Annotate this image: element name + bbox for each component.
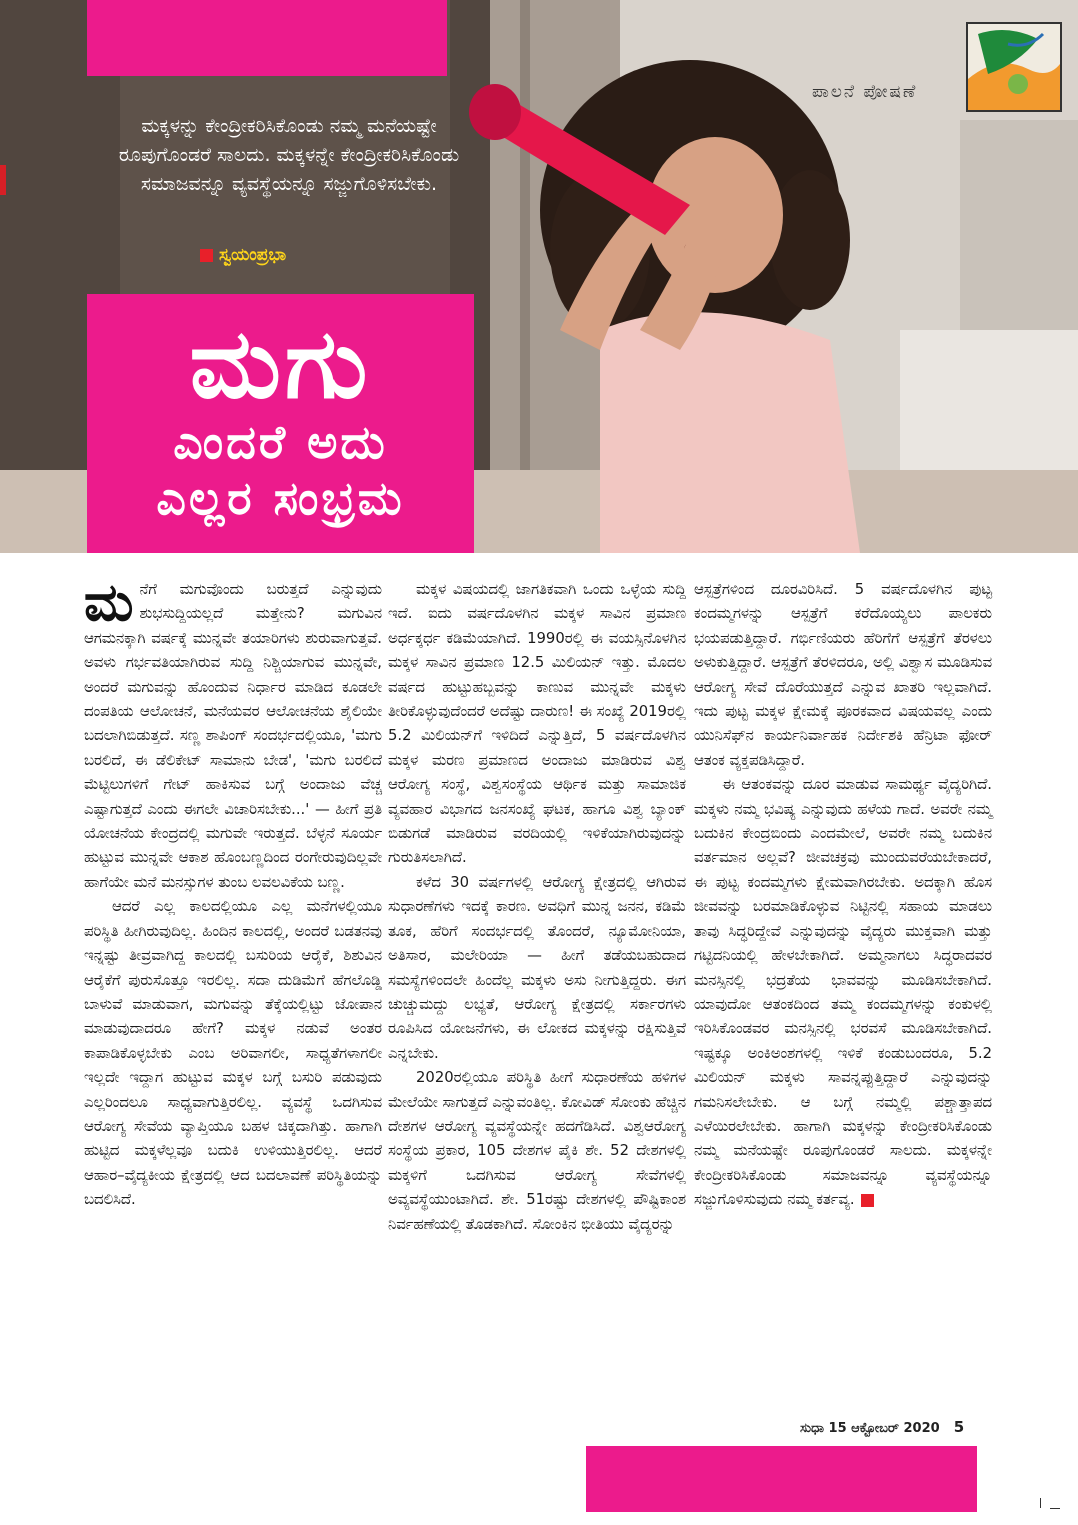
paragraph-text: ಈ ಆತಂಕವನ್ನು ದೂರ ಮಾಡುವ ಸಾಮರ್ಥ್ಯ ವೈದ್ಯರಿಗಿದೆ. ಮಕ್ಕಳು ನಮ್ಮ ಭವಿಷ್ಯ ಎನ್ನುವುದು ಹಳೆಯ ಗಾದೆ. ಅವರೇ ನಮ್ಮ ಬದುಕಿನ ಕೇಂದ್ರಬಿಂದು ಎಂದಮೇಲೆ, ಅವರೇ ನಮ್ಮ ಬದುಕಿನ ವರ್ತಮಾನ ಅಲ್ಲವೆ? ಜೀವಚಕ್ರವು ಮುಂದುವರೆಯಬೇಕಾದರೆ, ಈ ಪುಟ್ಟ ಕಂದಮ್ಮಗಳು ಕ್ಷೇಮವಾಗಿರಬೇಕು. ಅದಕ್ಕಾಗಿ ಹೊಸ ಜೀವವನ್ನು ಬರಮಾಡಿಕೊಳ್ಳುವ ನಿಟ್ಟಿನಲ್ಲಿ ಸಹಾಯ ಮಾಡಲು ತಾವು ಸಿದ್ಧರಿದ್ದೇವೆ ಎನ್ನುವುದನ್ನು ವೈದ್ಯರು ಮುಕ್ತವಾಗಿ ಮತ್ತು ಗಟ್ಟಿದನಿಯಲ್ಲಿ ಹೇಳಬೇಕಾಗಿದೆ. ಅಮ್ಮನಾಗಲು ಸಿದ್ಧರಾದವರ ಮನಸ್ಸಿನಲ್ಲಿ ಭದ್ರತೆಯ ಭಾವವನ್ನು ಮೂಡಿಸಬೇಕಾಗಿದೆ. ಯಾವುದೋ ಆತಂಕದಿಂದ ತಮ್ಮ ಕಂದಮ್ಮಗಳನ್ನು ಕಂಕುಳಲ್ಲಿ ಇರಿಸಿಕೊಂಡವರ ಮನಸ್ಸಿನಲ್ಲಿ ಭರವಸೆ ಮೂಡಿಸಬೇಕಾಗಿದೆ. ಇಷ್ಟಕ್ಕೂ ಅಂಕಿಅಂಶಗಳಲ್ಲಿ ಇಳಿಕೆ ಕಂಡುಬಂದರೂ, 5.2 ಮಿಲಿಯನ್ ಮಕ್ಕಳು ಸಾವನ್ನಪ್ಪುತ್ತಿದ್ದಾರೆ ಎನ್ನುವುದನ್ನು ಗಮನಿಸಲೇಬೇಕು. ಆ ಬಗ್ಗೆ ನಮ್ಮಲ್ಲಿ ಪಶ್ಚಾತ್ತಾಪದ ಎಳೆಯಿರಲೇಬೇಕು. ಹಾಗಾಗಿ ಮಕ್ಕಳನ್ನು ಕೇಂದ್ರೀಕರಿಸಿಕೊಂಡು ನಮ್ಮ ಮನೆಯಷ್ಟೇ ರೂಪುಗೊಂಡರೆ ಸಾಲದು. ಮಕ್ಕಳನ್ನೇ ಕೇಂದ್ರೀಕರಿಸಿಕೊಂಡು ಸಮಾಜವನ್ನೂ ವ್ಯವಸ್ಥೆಯನ್ನೂ ಸಜ್ಜುಗೊಳಿಸುವುದು ನಮ್ಮ ಕರ್ತವ್ಯ.	[694, 776, 992, 1209]
article-column-1	[84, 573, 382, 1213]
issue-info: ಸುಧಾ 15 ಆಕ್ಟೋಬರ್ 2020	[800, 1421, 940, 1436]
crop-mark	[1040, 1498, 1041, 1508]
article-paragraph: ಮಕ್ಕಳ ವಿಷಯದಲ್ಲಿ ಜಾಗತಿಕವಾಗಿ ಒಂದು ಒಳ್ಳೆಯ ಸುದ್ದಿ ಇದೆ. ಐದು ವರ್ಷದೊಳಗಿನ ಮಕ್ಕಳ ಸಾವಿನ ಪ್ರಮಾಣ ಅರ್ಧಕ್ಕರ್ಧ ಕಡಿಮೆಯಾಗಿದೆ. 1990ರಲ್ಲಿ ಈ ವಯಸ್ಸಿನೊಳಗಿನ ಮಕ್ಕಳ ಸಾವಿನ ಪ್ರಮಾಣ 12.5 ಮಿಲಿಯನ್ ಇತ್ತು. ಮೊದಲ ವರ್ಷದ ಹುಟ್ಟುಹಬ್ಬವನ್ನು ಕಾಣುವ ಮುನ್ನವೇ ಮಕ್ಕಳು ತೀರಿಕೊಳ್ಳುವುದೆಂದರೆ ಅದೆಷ್ಟು ದಾರುಣ! ಈ ಸಂಖ್ಯೆ 2019ರಲ್ಲಿ 5.2 ಮಿಲಿಯನ್‌ಗೆ ಇಳಿದಿದೆ ಎನ್ನುತ್ತಿದೆ, 5 ವರ್ಷದೊಳಗಿನ ಮಕ್ಕಳ ಮರಣ ಪ್ರಮಾಣದ ಅಂದಾಜು ಮಾಡಿರುವ ವಿಶ್ವ ಆರೋಗ್ಯ ಸಂಸ್ಥೆ, ವಿಶ್ವಸಂಸ್ಥೆಯ ಆರ್ಥಿಕ ಮತ್ತು ಸಾಮಾಜಿಕ ವ್ಯವಹಾರ ವಿಭಾಗದ ಜನಸಂಖ್ಯೆ ಘಟಕ, ಹಾಗೂ ವಿಶ್ವ ಬ್ಯಾಂಕ್ ಬಿಡುಗಡೆ ಮಾಡಿರುವ ವರದಿಯಲ್ಲಿ ಇಳಿಕೆಯಾಗಿರುವುದನ್ನು ಗುರುತಿಸಲಾಗಿದೆ.	[388, 581, 686, 867]
crop-mark	[1050, 1508, 1060, 1509]
intro-text: ಮಕ್ಕಳನ್ನು ಕೇಂದ್ರೀಕರಿಸಿಕೊಂಡು ನಮ್ಮ ಮನೆಯಷ್ಟೇ ರೂಪುಗೊಂಡರೆ ಸಾಲದು. ಮಕ್ಕಳನ್ನೇ ಕೇಂದ್ರೀಕರಿಸಿಕೊಂಡು ಸಮಾಜವನ್ನೂ ವ್ಯವಸ್ಥೆಯನ್ನೂ ಸಜ್ಜುಗೊಳಿಸಬೇಕು.	[118, 115, 460, 195]
edge-marker	[0, 165, 6, 195]
article-paragraph	[694, 773, 992, 1212]
page-footer	[800, 1418, 964, 1436]
article-paragraph: ಆಸ್ಪತ್ರೆಗಳಿಂದ ದೂರವಿರಿಸಿದೆ. 5 ವರ್ಷದೊಳಗಿನ ಪುಟ್ಟ ಕಂದಮ್ಮಗಳನ್ನು ಆಸ್ಪತ್ರೆಗೆ ಕರೆದೊಯ್ಯಲು ಪಾಲಕರು ಭಯಪಡುತ್ತಿದ್ದಾರೆ. ಗರ್ಭಿಣಿಯರು ಹೆರಿಗೆಗೆ ಆಸ್ಪತ್ರೆಗೆ ತೆರಳಲು ಅಳುಕುತ್ತಿದ್ದಾರೆ. ಆಸ್ಪತ್ರೆಗೆ ತೆರಳಿದರೂ, ಅಲ್ಲಿ ವಿಶ್ವಾಸ ಮೂಡಿಸುವ ಆರೋಗ್ಯ ಸೇವೆ ದೊರೆಯುತ್ತದೆ ಎನ್ನುವ ಖಾತರಿ ಇಲ್ಲವಾಗಿದೆ. ಇದು ಪುಟ್ಟ ಮಕ್ಕಳ ಕ್ಷೇಮಕ್ಕೆ ಪೂರಕವಾದ ವಿಷಯವಲ್ಲ ಎಂದು ಯುನಿಸೆಫ್‌ನ ಕಾರ್ಯನಿರ್ವಾಹಕ ನಿರ್ದೇಶಕಿ ಹೆನ್ರಿಟಾ ಫೋರ್ ಆತಂಕ ವ್ಯಕ್ತಪಡಿಸಿದ್ದಾರೆ.	[694, 581, 992, 769]
header-pink-tab	[87, 0, 447, 76]
section-label: ಪಾಲನೆ ಪೋಷಣೆ	[812, 82, 918, 102]
headline-box	[87, 294, 474, 553]
author-byline	[200, 245, 380, 265]
article-column-3	[694, 578, 992, 1213]
article-paragraph: ಕಳೆದ 30 ವರ್ಷಗಳಲ್ಲಿ ಆರೋಗ್ಯ ಕ್ಷೇತ್ರದಲ್ಲಿ ಆಗಿರುವ ಸುಧಾರಣೆಗಳು ಇದಕ್ಕೆ ಕಾರಣ. ಅವಧಿಗೆ ಮುನ್ನ ಜನನ, ಕಡಿಮೆ ತೂಕ, ಹೆರಿಗೆ ಸಂದರ್ಭದಲ್ಲಿ ತೊಂದರೆ, ನ್ಯೂಮೋನಿಯಾ, ಅತಿಸಾರ, ಮಲೇರಿಯಾ — ಹೀಗೆ ತಡೆಯಬಹುದಾದ ಸಮಸ್ಯೆಗಳಿಂದಲೇ ಹಿಂದೆಲ್ಲ ಮಕ್ಕಳು ಅಸು ನೀಗುತ್ತಿದ್ದರು. ಈಗ ಚುಚ್ಚುಮದ್ದು ಲಭ್ಯತೆ, ಆರೋಗ್ಯ ಕ್ಷೇತ್ರದಲ್ಲಿ ಸರ್ಕಾರಗಳು ರೂಪಿಸಿದ ಯೋಜನೆಗಳು, ಈ ಲೋಕದ ಮಕ್ಕಳನ್ನು ರಕ್ಷಿಸುತ್ತಿವೆ ಎನ್ನಬೇಕು.	[388, 873, 686, 1062]
end-mark-icon	[861, 1194, 874, 1207]
section-logo-graphic	[968, 24, 1060, 110]
drop-cap: ಮ	[84, 573, 134, 633]
author-name: ಸ್ವಯಂಪ್ರಭಾ	[219, 245, 287, 265]
headline-line-2: ಎಂದರೆ ಅದು	[173, 415, 388, 469]
headline-line-3: ಎಲ್ಲರ ಸಂಭ್ರಮ	[156, 471, 405, 525]
article-paragraph: ಆದರೆ ಎಲ್ಲ ಕಾಲದಲ್ಲಿಯೂ ಎಲ್ಲ ಮನೆಗಳಲ್ಲಿಯೂ ಪರಿಸ್ಥಿತಿ ಹೀಗಿರುವುದಿಲ್ಲ. ಹಿಂದಿನ ಕಾಲದಲ್ಲಿ, ಅಂದರೆ ಬಡತನವು ಇನ್ನಷ್ಟು ತೀವ್ರವಾಗಿದ್ದ ಕಾಲದಲ್ಲಿ ಬಸುರಿಯ ಆರೈಕೆ, ಶಿಶುವಿನ ಆರೈಕೆಗೆ ಪುರುಸೊತ್ತೂ ಇರಲಿಲ್ಲ. ಸದಾ ದುಡಿಮೆಗೆ ಹೆಗಲೊಡ್ಡಿ ಬಾಳುವೆ ಮಾಡುವಾಗ, ಮಗುವನ್ನು ತೆಕ್ಕೆಯಲ್ಲಿಟ್ಟು ಜೋಪಾನ ಮಾಡುವುದಾದರೂ ಹೇಗೆ? ಮಕ್ಕಳ ನಡುವೆ ಅಂತರ ಕಾಪಾಡಿಕೊಳ್ಳಬೇಕು ಎಂಬ ಅರಿವಾಗಲೀ, ಸಾಧ್ಯತೆಗಳಾಗಲೀ ಇಲ್ಲದೇ ಇದ್ದಾಗ ಹುಟ್ಟುವ ಮಕ್ಕಳ ಬಗ್ಗೆ ಬಸುರಿ ಪಡುವುದು ಎಲ್ಲರಿಂದಲೂ ಸಾಧ್ಯವಾಗುತ್ತಿರಲಿಲ್ಲ. ವ್ಯವಸ್ಥೆ ಒದಗಿಸುವ ಆರೋಗ್ಯ ಸೇವೆಯ ವ್ಯಾಪ್ತಿಯೂ ಬಹಳ ಚಿಕ್ಕದಾಗಿತ್ತು. ಹಾಗಾಗಿ ಹುಟ್ಟಿದ ಮಕ್ಕಳೆಲ್ಲವೂ ಬದುಕಿ ಉಳಿಯುತ್ತಿರಲಿಲ್ಲ. ಆದರೆ ಆಹಾರ–ವೈದ್ಯಕೀಯ ಕ್ಷೇತ್ರದಲ್ಲಿ ಆದ ಬದಲಾವಣೆ ಪರಿಸ್ಥಿತಿಯನ್ನು ಬದಲಿಸಿದೆ.	[84, 898, 382, 1209]
paragraph-text: ನೆಗೆ ಮಗುವೊಂದು ಬರುತ್ತದೆ ಎನ್ನುವುದು ಶುಭಸುದ್ದಿಯಲ್ಲದೆ ಮತ್ತೇನು? ಮಗುವಿನ ಆಗಮನಕ್ಕಾಗಿ ವರ್ಷಕ್ಕೆ ಮುನ್ನವೇ ತಯಾರಿಗಳು ಶುರುವಾಗುತ್ತವೆ. ಅವಳು ಗರ್ಭವತಿಯಾಗಿರುವ ಸುದ್ದಿ ನಿಶ್ಚಿಯಾಗುವ ಮುನ್ನವೇ, ಅಂದರೆ ಮಗುವನ್ನು ಹೊಂದುವ ನಿರ್ಧಾರ ಮಾಡಿದ ಕೂಡಲೇ ದಂಪತಿಯ ಆಲೋಚನೆ, ಮನೆಯವರ ಆಲೋಚನೆಯ ಶೈಲಿಯೇ ಬದಲಾಗಿಬಿಡುತ್ತದೆ. ಸಣ್ಣ ಶಾಪಿಂಗ್ ಸಂದರ್ಭದಲ್ಲಿಯೂ, 'ಮಗು ಬರಲಿದೆ, ಈ ಡೆಲಿಕೇಟ್ ಸಾಮಾನು ಬೇಡ', 'ಮಗು ಬರಲಿದೆ ಮೆಟ್ಟಿಲುಗಳಿಗೆ ಗೇಟ್ ಹಾಕಿಸುವ ಬಗ್ಗೆ ಅಂದಾಜು ವೆಚ್ಚ ಎಷ್ಟಾಗುತ್ತದೆ ಎಂದು ಈಗಲೇ ವಿಚಾರಿಸಬೇಕು...' — ಹೀಗೆ ಪ್ರತಿ ಯೋಚನೆಯ ಕೇಂದ್ರದಲ್ಲಿ ಮಗುವೇ ಇರುತ್ತದೆ. ಬೆಳ್ಳನೆ ಸೂರ್ಯ ಹುಟ್ಟುವ ಮುನ್ನವೇ ಆಕಾಶ ಹೊಂಬಣ್ಣದಿಂದ ರಂಗೇರುವುದಿಲ್ಲವೇ ಹಾಗೆಯೇ ಮನೆ ಮನಸ್ಸುಗಳ ತುಂಬ ಲವಲವಿಕೆಯ ಬಣ್ಣ.	[84, 581, 382, 891]
article-paragraph: 2020ರಲ್ಲಿಯೂ ಪರಿಸ್ಥಿತಿ ಹೀಗೆ ಸುಧಾರಣೆಯ ಹಳಿಗಳ ಮೇಲೆಯೇ ಸಾಗುತ್ತದೆ ಎನ್ನುವಂತಿಲ್ಲ. ಕೋವಿಡ್ ಸೋಂಕು ಹೆಚ್ಚಿನ ದೇಶಗಳ ಆರೋಗ್ಯ ವ್ಯವಸ್ಥೆಯನ್ನೇ ಹದಗೆಡಿಸಿದೆ. ವಿಶ್ವಆರೋಗ್ಯ ಸಂಸ್ಥೆಯ ಪ್ರಕಾರ, 105 ದೇಶಗಳ ಪೈಕಿ ಶೇ. 52 ದೇಶಗಳಲ್ಲಿ ಮಕ್ಕಳಿಗೆ ಒದಗಿಸುವ ಆರೋಗ್ಯ ಸೇವೆಗಳಲ್ಲಿ ಅವ್ಯವಸ್ಥೆಯುಂಟಾಗಿದೆ. ಶೇ. 51ರಷ್ಟು ದೇಶಗಳಲ್ಲಿ ಪೌಷ್ಟಿಕಾಂಶ ನಿರ್ವಹಣೆಯಲ್ಲಿ ತೊಡಕಾಗಿದೆ. ಸೋಂಕಿನ ಭೀತಿಯು ವೈದ್ಯರನ್ನು	[388, 1069, 687, 1233]
byline-square-icon	[200, 249, 213, 262]
headline-line-1: ಮಗು	[189, 308, 372, 420]
section-logo-icon	[966, 22, 1062, 112]
article-column-2	[388, 578, 686, 1237]
footer-pink-bar	[586, 1446, 977, 1512]
article-paragraph	[84, 573, 382, 895]
page-number: 5	[953, 1418, 965, 1436]
hero-photo	[0, 0, 1078, 553]
